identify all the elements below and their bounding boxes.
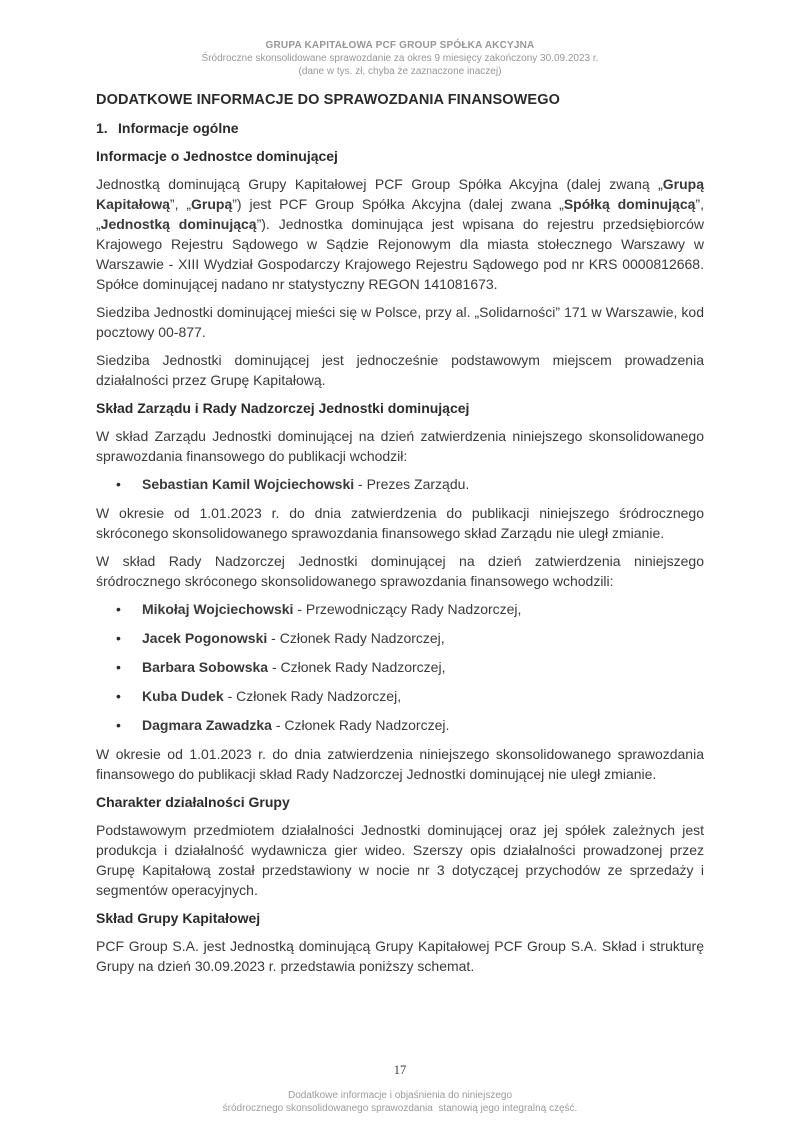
- bullet-icon: •: [116, 476, 121, 492]
- section-1-number: 1.: [96, 120, 108, 136]
- paragraph-supervisory-intro: W skład Rady Nadzorczej Jednostki dominującej na dzień zatwierdzenia niniejszego śródrocznego skróconego skonsolidowanego sprawozdania finansowego wchodzili:: [96, 553, 704, 589]
- list-item: [96, 686, 704, 706]
- paragraph-place-of-business: Siedziba Jednostki dominującej jest jednocześnie podstawowym miejscem prowadzenia działalności przez Grupę Kapitałową.: [96, 352, 704, 388]
- member-role: - Prezes Zarządu.: [354, 476, 470, 492]
- list-item: [96, 599, 704, 619]
- bullet-icon: •: [116, 601, 121, 617]
- paragraph-group-activity: Podstawowym przedmiotem działalności Jednostki dominującej oraz jej spółek zależnych jest produkcja i działalność wydawnicza gier wideo. Szerszy opis działalności prowadzonej przez Grupę Kapitałową został przedstawiony w nocie nr 3 dotyczącej przychodów ze sprzedaży i segmentów operacyjnych.: [96, 822, 704, 898]
- paragraph-group-composition: PCF Group S.A. jest Jednostką dominującą Grupy Kapitałowej PCF Group S.A. Skład i strukturę Grupy na dzień 30.09.2023 r. przedstawia poniższy schemat.: [96, 938, 704, 974]
- bullet-icon: •: [116, 659, 121, 675]
- member-role: - Członek Rady Nadzorczej,: [267, 630, 445, 646]
- document-body: [96, 90, 704, 984]
- member-name: Dagmara Zawadzka: [142, 717, 272, 733]
- paragraph-board-no-change: W okresie od 1.01.2023 r. do dnia zatwierdzenia do publikacji niniejszego śródrocznego skróconego skonsolidowanego sprawozdania finansowego skład Zarządu nie uległ zmianie.: [96, 505, 704, 541]
- section-1-heading: [96, 118, 704, 138]
- member-role: - Członek Rady Nadzorczej.: [271, 717, 450, 733]
- subheading-management-board: Skład Zarządu i Rady Nadzorczej Jednostki dominującej: [96, 400, 470, 416]
- main-section-heading: DODATKOWE INFORMACJE DO SPRAWOZDANIA FINANSOWEGO: [96, 92, 560, 108]
- list-item: [96, 474, 704, 494]
- footer-note-line-2: śródrocznego skonsolidowanego sprawozdania stanowią jego integralną część.: [222, 1103, 578, 1114]
- member-name: Jacek Pogonowski: [142, 630, 268, 646]
- section-1-label: Informacje ogólne: [118, 120, 239, 136]
- member-name: Barbara Sobowska: [142, 659, 269, 675]
- running-header: [0, 39, 800, 78]
- member-name: Sebastian Kamil Wojciechowski: [142, 476, 355, 492]
- board-members-list: [96, 474, 704, 494]
- footer-note-line-1: Dodatkowe informacje i objaśnienia do niniejszego: [287, 1090, 513, 1101]
- supervisory-members-list: [96, 599, 704, 735]
- member-role: - Członek Rady Nadzorczej,: [268, 659, 446, 675]
- subheading-parent-entity-info: Informacje o Jednostce dominującej: [96, 148, 338, 164]
- bullet-icon: •: [116, 717, 121, 733]
- member-name: Mikołaj Wojciechowski: [142, 601, 294, 617]
- bullet-icon: •: [116, 630, 121, 646]
- list-item: [96, 715, 704, 735]
- subheading-group-activity: Charakter działalności Grupy: [96, 794, 290, 810]
- header-report-period: Śródroczne skonsolidowane sprawozdanie za okres 9 miesięcy zakończony 30.09.2023 r.: [201, 53, 599, 64]
- list-item: [96, 628, 704, 648]
- member-name: Kuba Dudek: [142, 688, 224, 704]
- bullet-icon: •: [116, 688, 121, 704]
- paragraph-registered-office: Siedziba Jednostki dominującej mieści się w Polsce, przy al. „Solidarności” 171 w Warszawie, kod pocztowy 00-877.: [96, 304, 704, 340]
- page-number: 17: [393, 1063, 407, 1077]
- header-units-note: (dane w tys. zł, chyba że zaznaczone inaczej): [298, 66, 502, 77]
- member-role: - Członek Rady Nadzorczej,: [223, 688, 402, 704]
- subheading-group-composition: Skład Grupy Kapitałowej: [96, 910, 261, 926]
- paragraph-board-intro: W skład Zarządu Jednostki dominującej na dzień zatwierdzenia niniejszego skonsolidowanego sprawozdania finansowego do publikacji wchodził:: [96, 428, 704, 464]
- header-company-name: GRUPA KAPITAŁOWA PCF GROUP SPÓŁKA AKCYJNA: [265, 40, 535, 51]
- page-footer: [0, 1063, 800, 1115]
- paragraph-supervisory-no-change: W okresie od 1.01.2023 r. do dnia zatwierdzenia niniejszego skonsolidowanego sprawozdania finansowego do publikacji skład Rady Nadzorczej Jednostki dominującej nie uległ zmianie.: [96, 746, 704, 782]
- paragraph-parent-entity: Jednostką dominującą Grupy Kapitałowej PCF Group Spółka Akcyjna (dalej zwaną „Grupą Kapitałową”, „Grupą”) jest PCF Group Spółka Akcyjna (dalej zwana „Spółką dominującą”, „Jednostką dominującą”). Jednostka dominująca jest wpisana do rejestru przedsiębiorców Krajowego Rejestru Sądowego w Sądzie Rejonowym dla miasta stołecznego Warszawy w Warszawie - XIII Wydział Gospodarczy Krajowego Rejestru Sądowego pod nr KRS 0000812668. Spółce dominującej nadano nr statystyczny REGON 141081673.: [96, 176, 704, 292]
- member-role: - Przewodniczący Rady Nadzorczej,: [293, 601, 522, 617]
- list-item: [96, 657, 704, 677]
